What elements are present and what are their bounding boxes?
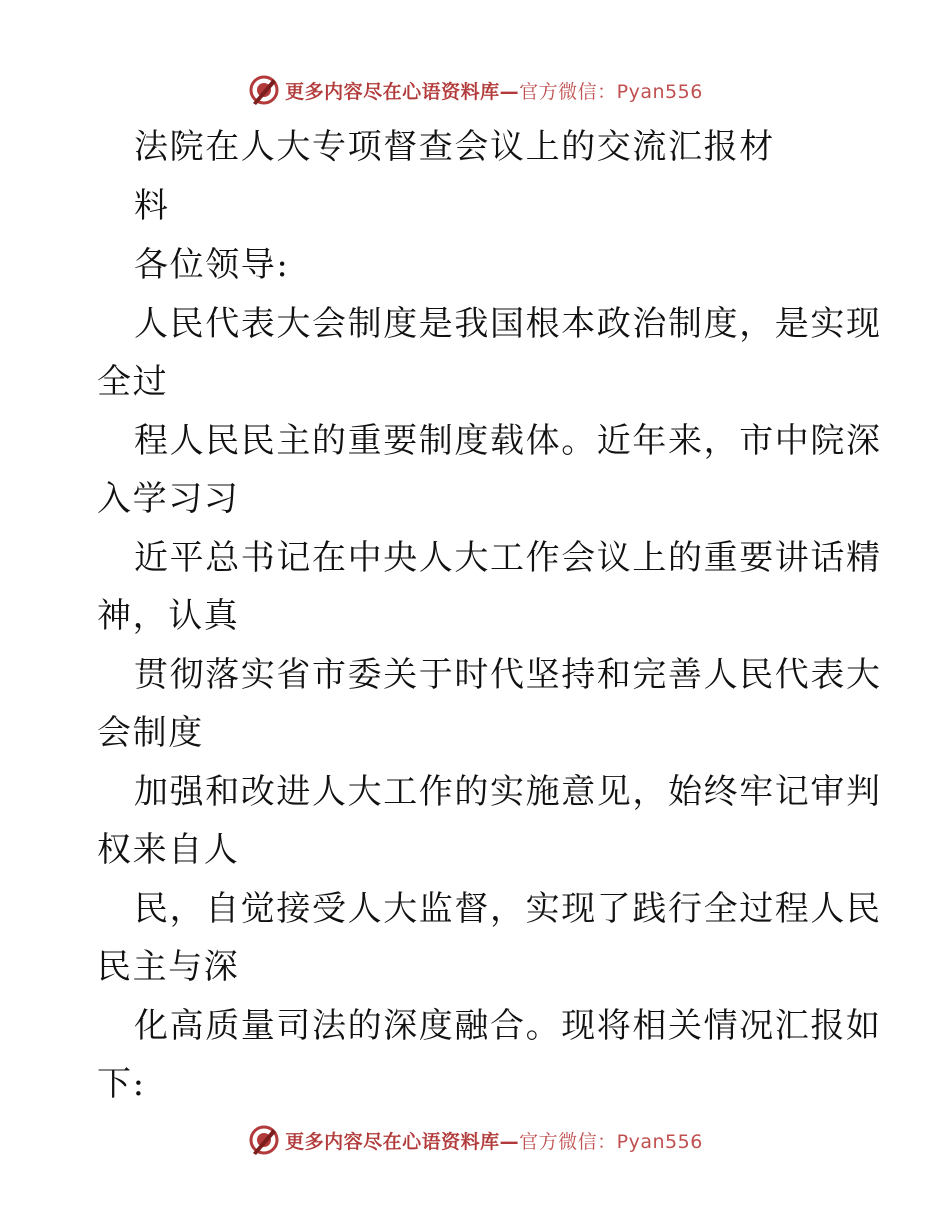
paragraph-line: 程人民民主的重要制度载体。近年来，市中院深 <box>134 421 882 461</box>
paragraph-line: 神，认真 <box>97 596 240 636</box>
quill-seal-icon <box>247 1123 281 1157</box>
header-banner <box>0 70 950 110</box>
document-title-line-1: 法院在人大专项督查会议上的交流汇报材 <box>134 127 775 167</box>
document-title-line-2: 料 <box>134 186 170 226</box>
paragraph-line: 民主与深 <box>97 947 240 987</box>
banner-site-text: 更多内容尽在心语资料库— <box>285 80 520 103</box>
banner-wechat-text: 官方微信：Pyan556 <box>519 1130 703 1153</box>
footer-banner <box>0 1120 950 1160</box>
quill-seal-icon <box>247 73 281 107</box>
banner-wechat-text: 官方微信：Pyan556 <box>519 80 703 103</box>
paragraph-line: 下: <box>97 1064 146 1104</box>
banner-text <box>285 1127 703 1154</box>
banner-text <box>285 77 703 104</box>
paragraph-line: 贯彻落实省市委关于时代坚持和完善人民代表大 <box>134 655 882 695</box>
paragraph-line: 民，自觉接受人大监督，实现了践行全过程人民 <box>134 889 882 929</box>
paragraph-line: 入学习习 <box>97 479 240 519</box>
paragraph-line: 化高质量司法的深度融合。现将相关情况汇报如 <box>134 1006 882 1046</box>
paragraph-line: 会制度 <box>97 713 204 753</box>
salutation: 各位领导: <box>134 245 290 285</box>
banner-site-text: 更多内容尽在心语资料库— <box>285 1130 520 1153</box>
paragraph-line: 人民代表大会制度是我国根本政治制度，是实现 <box>134 304 882 344</box>
paragraph-line: 权来自人 <box>97 830 240 870</box>
paragraph-line: 近平总书记在中央人大工作会议上的重要讲话精 <box>134 538 882 578</box>
paragraph-line: 加强和改进人大工作的实施意见，始终牢记审判 <box>134 772 882 812</box>
paragraph-line: 全过 <box>97 362 169 402</box>
